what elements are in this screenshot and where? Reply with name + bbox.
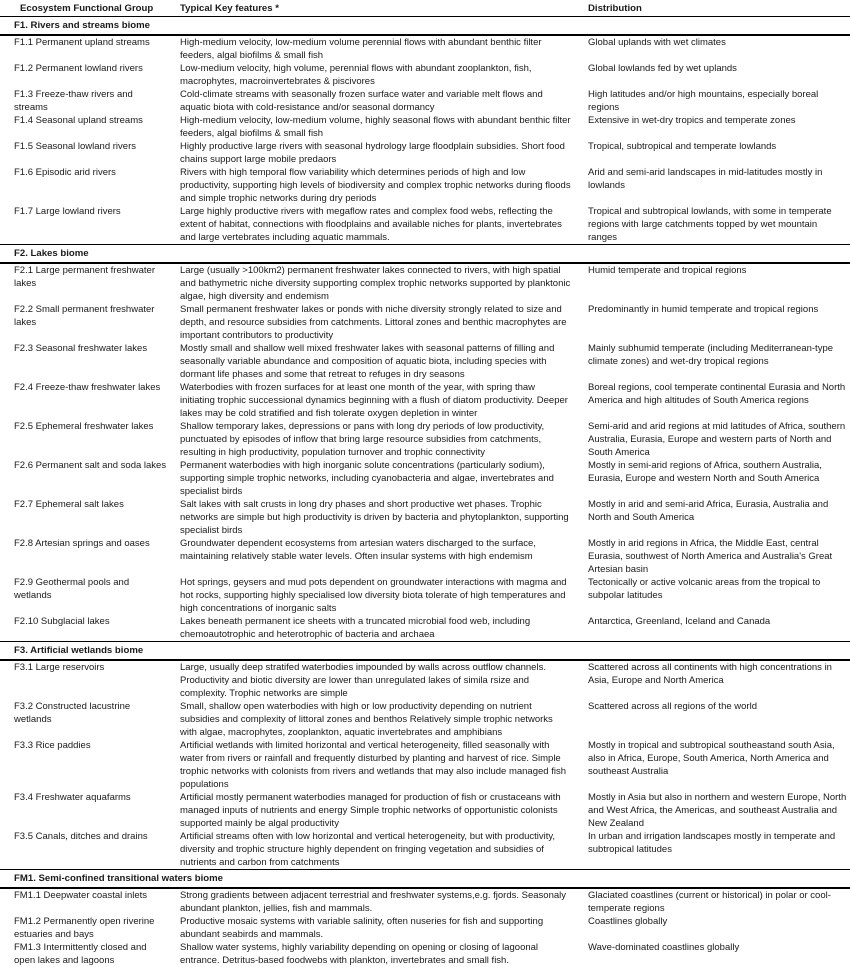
table-row [0, 498, 850, 537]
group-cell: F3.2 Constructed lacustrine wetlands [0, 700, 180, 739]
group-cell: F2.5 Ephemeral freshwater lakes [0, 420, 180, 459]
features-cell: Large (usually >100km2) permanent freshwater lakes connected to rivers, with high spatial and bathymetric niche diversity supporting complex trophic networks supported by planktonic algae, high diversity and endemism [180, 263, 588, 303]
distribution-cell: Tectonically or active volcanic areas from the tropical to subpolar latitudes [588, 576, 850, 615]
group-cell: F2.6 Permanent salt and soda lakes [0, 459, 180, 498]
distribution-cell: Tropical and subtropical lowlands, with some in temperate regions with large catchments topped by wet mountain ranges [588, 205, 850, 245]
table-body [0, 17, 850, 967]
group-cell: F3.5 Canals, ditches and drains [0, 830, 180, 870]
distribution-cell: Extensive in wet-dry tropics and temperate zones [588, 114, 850, 140]
distribution-cell: Predominantly in humid temperate and tropical regions [588, 303, 850, 342]
distribution-cell: Mostly in arid and semi-arid Africa, Eurasia, Australia and North and South America [588, 498, 850, 537]
features-cell: Artificial streams often with low horizontal and vertical heterogeneity, but with productivity, diversity and trophic structure highly dependent on fringing vegetation and subsidies of nutrients and carbon from catchments [180, 830, 588, 870]
section-header-row [0, 870, 850, 889]
table-row [0, 615, 850, 642]
group-cell: F2.4 Freeze-thaw freshwater lakes [0, 381, 180, 420]
features-cell: Shallow temporary lakes, depressions or pans with long dry periods of low productivity, punctuated by episodes of inflow that bring large resource subsidies from catchments, resulting in high productivity, population turnover and trophic connectivity [180, 420, 588, 459]
section-header-row [0, 642, 850, 661]
group-cell: F1.4 Seasonal upland streams [0, 114, 180, 140]
table-row [0, 537, 850, 576]
distribution-cell: High latitudes and/or high mountains, especially boreal regions [588, 88, 850, 114]
table-row [0, 205, 850, 245]
group-cell: F2.8 Artesian springs and oases [0, 537, 180, 576]
table-row [0, 888, 850, 915]
section-header-row [0, 17, 850, 36]
section-title: F2. Lakes biome [0, 245, 850, 264]
group-cell: F3.1 Large reservoirs [0, 660, 180, 700]
table-row [0, 576, 850, 615]
features-cell: High-medium velocity, low-medium volume, highly seasonal flows with abundant benthic filter feeders, algal biofilms & small fish [180, 114, 588, 140]
distribution-cell: Arid and semi-arid landscapes in mid-latitudes mostly in lowlands [588, 166, 850, 205]
table-row [0, 140, 850, 166]
group-cell: F3.3 Rice paddies [0, 739, 180, 791]
features-cell: Groundwater dependent ecosystems from artesian waters discharged to the surface, maintaining relatively stable water levels. Often insular systems with high endemism [180, 537, 588, 576]
group-cell: F2.2 Small permanent freshwater lakes [0, 303, 180, 342]
table-row [0, 791, 850, 830]
features-cell: Low-medium velocity, high volume, perennial flows with abundant zooplankton, fish, macrophytes, macroinvertebrates & piscivores [180, 62, 588, 88]
section-title: F1. Rivers and streams biome [0, 17, 850, 36]
section-title: FM1. Semi-confined transitional waters biome [0, 870, 850, 889]
section-title: F3. Artificial wetlands biome [0, 642, 850, 661]
column-header-distribution: Distribution [588, 0, 850, 17]
features-cell: Small permanent freshwater lakes or ponds with niche diversity strongly related to size and depth, and resource subsidies from catchments. Littoral zones and benthic macrophytes are important contributors to productivity [180, 303, 588, 342]
group-cell: F2.1 Large permanent freshwater lakes [0, 263, 180, 303]
distribution-cell: Semi-arid and arid regions at mid latitudes of Africa, southern Australia, Eurasia, Europe and western parts of North and South America [588, 420, 850, 459]
section-header-row [0, 245, 850, 264]
group-cell: FM1.1 Deepwater coastal inlets [0, 888, 180, 915]
distribution-cell: Mostly in tropical and subtropical southeastand south Asia, also in Africa, Europe, South America, North America and southeast Australia [588, 739, 850, 791]
group-cell: F1.5 Seasonal lowland rivers [0, 140, 180, 166]
features-cell: Hot springs, geysers and mud pots dependent on groundwater interactions with magma and hot rocks, supporting highly specialised low diversity biota tolerate of high temperatures and high concentrations of inorganic salts [180, 576, 588, 615]
distribution-cell: Wave-dominated coastlines globally [588, 941, 850, 967]
features-cell: Mostly small and shallow well mixed freshwater lakes with seasonal patterns of filling and seasonally variable abundance and composition of aquatic biota, including species with dormant life phases and some that retreat to refuges in dry seasons [180, 342, 588, 381]
column-header-ecosystem-functional-group: Ecosystem Functional Group [0, 0, 180, 17]
group-cell: F2.3 Seasonal freshwater lakes [0, 342, 180, 381]
features-cell: Permanent waterbodies with high inorganic solute concentrations (particularly sodium), supporting simple trophic networks, including cyanobacteria and algae, invertebrates and specialist birds [180, 459, 588, 498]
table-row [0, 263, 850, 303]
features-cell: Large highly productive rivers with megaflow rates and complex food webs, reflecting the extent of habitat, connections with floodplains and available niches for plants, invertebrates and large vertebrates including aquatic mammals. [180, 205, 588, 245]
group-cell: F2.7 Ephemeral salt lakes [0, 498, 180, 537]
table-row [0, 915, 850, 941]
group-cell: F1.6 Episodic arid rivers [0, 166, 180, 205]
features-cell: Strong gradients between adjacent terrestrial and freshwater systems,e.g. fjords. Seasonaly abundant plankton, jellies, fish and mammals. [180, 888, 588, 915]
distribution-cell: In urban and irrigation landscapes mostly in temperate and subtropical latitudes [588, 830, 850, 870]
features-cell: High-medium velocity, low-medium volume perennial flows with abundant benthic filter feeders, algal biofilms & small fish [180, 35, 588, 62]
features-cell: Cold-climate streams with seasonally frozen surface water and variable melt flows and aquatic biota with cold-resistance and/or seasonal dormancy [180, 88, 588, 114]
table-row [0, 660, 850, 700]
group-cell: F1.1 Permanent upland streams [0, 35, 180, 62]
features-cell: Artificial mostly permanent waterbodies managed for production of fish or crustaceans with managed inputs of nutrients and energy Simple trophic networks of opportunistic colonists supported mainly be algal productivity [180, 791, 588, 830]
column-header-row [0, 0, 850, 17]
column-header-typical-key-features: Typical Key features * [180, 0, 588, 17]
group-cell: F2.10 Subglacial lakes [0, 615, 180, 642]
group-cell: FM1.2 Permanently open riverine estuaries and bays [0, 915, 180, 941]
distribution-cell: Glaciated coastlines (current or historical) in polar or cool-temperate regions [588, 888, 850, 915]
distribution-cell: Scattered across all regions of the world [588, 700, 850, 739]
table-row [0, 459, 850, 498]
table-row [0, 166, 850, 205]
features-cell: Highly productive large rivers with seasonal hydrology large floodplain subsidies. Short food chains support large mobile predaors [180, 140, 588, 166]
distribution-cell: Scattered across all continents with high concentrations in Asia, Europe and North America [588, 660, 850, 700]
distribution-cell: Coastlines globally [588, 915, 850, 941]
distribution-cell: Tropical, subtropical and temperate lowlands [588, 140, 850, 166]
group-cell: F3.4 Freshwater aquafarms [0, 791, 180, 830]
table-header [0, 0, 850, 17]
features-cell: Small, shallow open waterbodies with high or low productivity depending on nutrient subsidies and complexity of littoral zones and benthos Relatively simple trophic networks with algae, macrophytes, zooplankton, aquatic invertebrates and amphibians [180, 700, 588, 739]
features-cell: Salt lakes with salt crusts in long dry phases and short productive wet phases. Trophic networks are simple but high productivity is driven by bacteria and phytoplankton, supporting specialist birds [180, 498, 588, 537]
group-cell: F2.9 Geothermal pools and wetlands [0, 576, 180, 615]
table-row [0, 420, 850, 459]
table-row [0, 941, 850, 967]
features-cell: Lakes beneath permanent ice sheets with a truncated microbial food web, including chemoautotrophic and heterotrophic of bacteria and archaea [180, 615, 588, 642]
features-cell: Artificial wetlands with limited horizontal and vertical heterogeneity, filled seasonally with water from rivers or rainfall and frequently disturbed by planting and harvest of rice. Simple trophic networks with colonists from rivers and wetlands that may also include managed fish populations [180, 739, 588, 791]
features-cell: Productive mosaic systems with variable salinity, often nuseries for fish and supporting abundant seabirds and mammals. [180, 915, 588, 941]
group-cell: FM1.3 Intermittently closed and open lakes and lagoons [0, 941, 180, 967]
features-cell: Large, usually deep stratifed waterbodies impounded by walls across outflow channels. Productivity and biotic diversity are lower than unregulated lakes of simila rsize and complexity. Trophic networks are simple [180, 660, 588, 700]
features-cell: Shallow water systems, highly variability depending on opening or closing of lagoonal entrance. Detritus-based foodwebs with plankton, invertebrates and small fish. [180, 941, 588, 967]
table-row [0, 88, 850, 114]
table-row [0, 830, 850, 870]
distribution-cell: Mainly subhumid temperate (including Mediterranean-type climate zones) and wet-dry tropical regions [588, 342, 850, 381]
distribution-cell: Mostly in Asia but also in northern and western Europe, North and West Africa, the Americas, and southeast Australia and New Zealand [588, 791, 850, 830]
table-row [0, 303, 850, 342]
table-row [0, 381, 850, 420]
table-row [0, 700, 850, 739]
group-cell: F1.2 Permanent lowland rivers [0, 62, 180, 88]
table-row [0, 62, 850, 88]
group-cell: F1.3 Freeze-thaw rivers and streams [0, 88, 180, 114]
group-cell: F1.7 Large lowland rivers [0, 205, 180, 245]
features-cell: Waterbodies with frozen surfaces for at least one month of the year, with spring thaw initiating trophic successional dynamics beginning with a flush of diatom productivity. Deeper lakes may be cold stratified and fish tolerate oxygen depletion in winter [180, 381, 588, 420]
distribution-cell: Humid temperate and tropical regions [588, 263, 850, 303]
distribution-cell: Global lowlands fed by wet uplands [588, 62, 850, 88]
table-row [0, 35, 850, 62]
features-cell: Rivers with high temporal flow variability which determines periods of high and low productivity, supporting high levels of biodiversity and complex trophic networks during floods and simple trophic networks during dry periods [180, 166, 588, 205]
distribution-cell: Antarctica, Greenland, Iceland and Canada [588, 615, 850, 642]
table-row [0, 342, 850, 381]
table-row [0, 114, 850, 140]
distribution-cell: Global uplands with wet climates [588, 35, 850, 62]
distribution-cell: Mostly in semi-arid regions of Africa, southern Australia, Eurasia, Europe and western North and South America [588, 459, 850, 498]
table-row [0, 739, 850, 791]
distribution-cell: Boreal regions, cool temperate continental Eurasia and North America and high altitudes of South America regions [588, 381, 850, 420]
distribution-cell: Mostly in arid regions in Africa, the Middle East, central Eurasia, southwest of North America and Australia's Great Artesian basin [588, 537, 850, 576]
